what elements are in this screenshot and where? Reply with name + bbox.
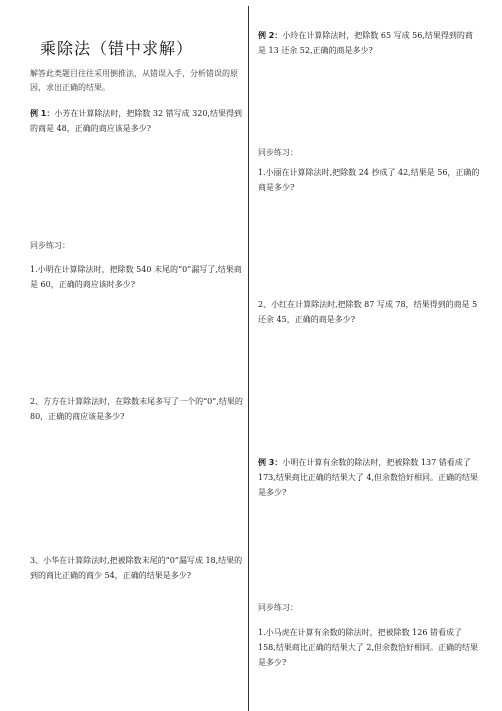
example-3-text: 小明在计算有余数的除法时，把被除数 137 错看成了 173,结果商比正确的结果大了 4,但余数恰好相同。正确的结果是多少? xyxy=(258,458,478,497)
example-3-label: 例 3： xyxy=(258,458,283,467)
practice-label-right-2: 同步练习： xyxy=(258,603,298,612)
example-2-text: 小玲在计算除法时，把除数 65 写成 56,结果得到的商是 13 还余 52,正确的商是多少? xyxy=(258,31,473,55)
example-2 xyxy=(258,28,480,58)
practice-right-1: 1.小丽在计算除法时,把除数 24 抄成了 42,结果是 56，正确的商是多少? xyxy=(258,168,480,192)
practice-left-1: 1.小明在计算除法时，把除数 540 末尾的“0”漏写了,结果商是 60，正确的商应该时多少? xyxy=(30,265,242,289)
example-3 xyxy=(258,455,480,500)
practice-left-2: 2、方方在计算除法时，在除数末尾多写了一个的“0”,结果的 80，正确的商应该是多少? xyxy=(30,397,243,421)
intro-text: 解答此类题目往往采用倒推法，从错误入手，分析错误的原因，求出正确的结果。 xyxy=(30,69,238,92)
practice-right-3: 1.小马虎在计算有余数的除法时，把被除数 126 错看成了 158,结果商比正确的结果大了 2,但余数恰好相同。正确的结果是多少? xyxy=(258,628,478,667)
example-1 xyxy=(30,106,244,136)
example-2-label: 例 2： xyxy=(258,31,283,40)
practice-label-left: 同步练习： xyxy=(30,241,70,250)
practice-right-2: 2、小红在计算除法时,把除数 87 写成 78，结果得到的商是 5 还余 45，正确的商是多少? xyxy=(258,300,478,324)
practice-left-3: 3、小华在计算除法时,把被除数末尾的“0”漏写成 18,结果的到的商比正确的商少 54，正确的结果是多少? xyxy=(30,556,243,580)
page-title: 乘除法（错中求解） xyxy=(40,39,194,58)
example-1-label: 例 1： xyxy=(30,109,55,118)
practice-label-right-1: 同步练习： xyxy=(258,148,298,157)
example-1-text: 小芳在计算除法时，把除数 32 错写成 320,结果得到的商是 48，正确的商应该是多少? xyxy=(30,109,242,133)
column-divider xyxy=(248,6,249,711)
